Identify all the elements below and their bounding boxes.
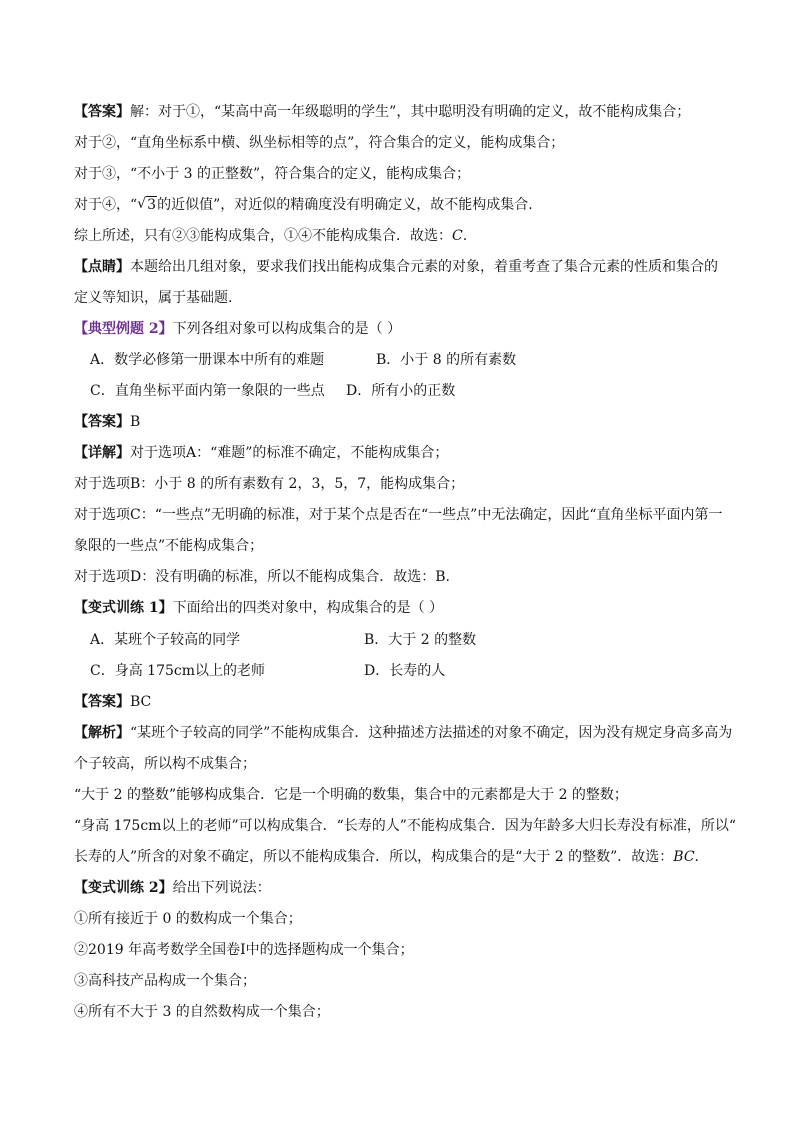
answer-1-line-4: 对于④，“ √ 3的近似值”，对近似的精确度没有明确定义，故不能构成集合. <box>74 196 533 213</box>
comment-line-2: 定义等知识，属于基础题. <box>74 290 233 306</box>
answer-1-line-2: 对于②，“直角坐标系中横、纵坐标相等的点”，符合集合的定义，能构成集合； <box>74 135 565 151</box>
example-2-detail-1: 【详解】对于选项A：“难题”的标准不确定，不能构成集合； <box>74 445 449 461</box>
answer-1-line-5: 综上所述，只有②③能构成集合，①④不能构成集合．故选：C. <box>74 228 468 244</box>
answer-tag: 【答案】 <box>74 104 130 120</box>
train-1-analysis-2: 个子较高，所以构不成集合； <box>74 756 256 772</box>
train-2-tag: 【变式训练 2】 <box>74 880 173 896</box>
answer-1-line-3: 对于③，“不小于 3 的正整数”，符合集合的定义，能构成集合； <box>74 166 471 182</box>
train-1-tag: 【变式训练 1】 <box>74 600 173 616</box>
answer-1-line-1: 【答案】解：对于①，“某高中高一年级聪明的学生”，其中聪明没有明确的定义，故不能构成集合； <box>74 104 691 120</box>
train-1-analysis-3: “大于 2 的整数”能够构成集合．它是一个明确的数集，集合中的元素都是大于 2 的整数； <box>74 787 628 803</box>
train-2-statement-4: ④所有不大于 3 的自然数构成一个集合； <box>74 1004 330 1020</box>
sqrt-expression: √ 3 <box>137 196 157 213</box>
train-1-options-row-1 <box>90 630 477 650</box>
example-2-tag: 【典型例题 2】 <box>74 321 173 337</box>
train-1-analysis-5: 长寿的人”所含的对象不确定，所以不能构成集合．所以，构成集合的是“大于 2 的整数”．故选：BC. <box>74 849 699 865</box>
comment-line-1: 【点睛】本题给出几组对象，要求我们找出能构成集合元素的对象，着重考查了集合元素的性质和集合的 <box>74 259 718 275</box>
comment-tag: 【点睛】 <box>74 259 130 275</box>
option-d: D．所有小的正数 <box>346 383 456 399</box>
option-b: B．大于 2 的整数 <box>364 632 477 648</box>
train-2-statement-1: ①所有接近于 0 的数构成一个集合； <box>74 911 302 927</box>
option-b: B．小于 8 的所有素数 <box>376 352 517 368</box>
train-2-question: 【变式训练 2】给出下列说法： <box>74 880 271 896</box>
option-a: A．某班个子较高的同学 <box>90 632 241 648</box>
train-2-statement-2: ②2019 年高考数学全国卷Ⅰ中的选择题构成一个集合； <box>74 942 414 958</box>
option-c: C．直角坐标平面内第一象限的一些点 <box>90 383 325 399</box>
example-2-options-row-1 <box>90 350 517 370</box>
example-2-detail-4: 象限的一些点”不能构成集合； <box>74 538 264 554</box>
example-2-detail-2: 对于选项B：小于 8 的所有素数有 2，3，5，7，能构成集合； <box>74 476 465 492</box>
example-2-detail-5: 对于选项D：没有明确的标准，所以不能构成集合．故选：B. <box>74 569 450 585</box>
train-1-analysis-1: 【解析】“某班个子较高的同学”不能构成集合．这种描述方法描述的对象不确定，因为没有规定身高多高为 <box>74 725 733 741</box>
example-2-question: 【典型例题 2】下列各组对象可以构成集合的是（ ） <box>74 321 402 337</box>
train-1-question: 【变式训练 1】下面给出的四类对象中，构成集合的是（ ） <box>74 600 444 616</box>
example-2-answer: 【答案】B <box>74 414 141 430</box>
train-2-statement-3: ③高科技产品构成一个集合； <box>74 973 256 989</box>
example-2-detail-3: 对于选项C：“一些点”无明确的标准，对于某个点是否在“一些点”中无法确定，因此“直角坐标平面内第一 <box>74 507 723 523</box>
train-1-options-row-2 <box>90 661 446 681</box>
train-1-answer: 【答案】BC <box>74 694 152 710</box>
example-2-options-row-2 <box>90 381 456 401</box>
option-c: C．身高 175cm以上的老师 <box>90 663 265 679</box>
option-a: A．数学必修第一册课本中所有的难题 <box>90 352 325 368</box>
option-d: D．长寿的人 <box>364 663 446 679</box>
train-1-analysis-4: “身高 175cm以上的老师”可以构成集合．“长寿的人”不能构成集合．因为年龄多大归长寿没有标准，所以“ <box>74 818 737 834</box>
